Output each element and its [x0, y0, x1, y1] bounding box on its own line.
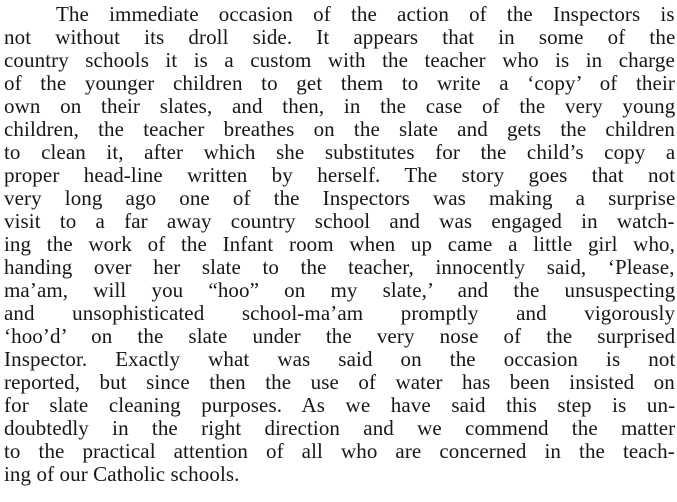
text-line-13: ma’am, will you “hoo” on my slate,’ and the unsuspecting — [4, 278, 676, 302]
text-line-8: proper head-line written by herself. The story goes that not — [4, 163, 676, 187]
text-line-6: children, the teacher breathes on the slate and gets the children — [4, 117, 676, 141]
article-page — [4, 0, 675, 502]
text-line-21: ing of our Catholic schools. — [4, 462, 240, 486]
text-line-14: and unsophisticated school-ma’am promptly and vigorously — [4, 301, 676, 325]
text-line-17: reported, but since then the use of water has been insisted on — [4, 370, 675, 394]
text-line-11: ing the work of the Infant room when up came a little girl who, — [4, 232, 675, 256]
text-line-20: to the practical attention of all who are concerned in the teach- — [4, 439, 675, 463]
text-line-18: for slate cleaning purposes. As we have said this step is un- — [4, 393, 676, 417]
text-line-7: to clean it, after which she substitutes for the child’s copy a — [4, 140, 676, 164]
text-line-16: Inspector. Exactly what was said on the occasion is not — [4, 347, 676, 371]
text-line-2: not without its droll side. It appears that in some of the — [4, 25, 676, 49]
text-line-3: country schools it is a custom with the teacher who is in charge — [4, 48, 675, 72]
text-line-9: very long ago one of the Inspectors was making a surprise — [4, 186, 676, 210]
text-line-10: visit to a far away country school and was engaged in watch- — [4, 209, 675, 233]
text-line-5: own on their slates, and then, in the case of the very young — [4, 94, 676, 118]
text-line-12: handing over her slate to the teacher, innocently said, ‘Please, — [4, 255, 675, 279]
text-line-15: ‘hoo’d’ on the slate under the very nose of the surprised — [4, 324, 676, 348]
text-line-4: of the younger children to get them to write a ‘copy’ of their — [4, 71, 675, 95]
text-line-1: The immediate occasion of the action of the Inspectors is — [56, 2, 675, 26]
text-line-19: doubtedly in the right direction and we commend the matter — [4, 416, 676, 440]
